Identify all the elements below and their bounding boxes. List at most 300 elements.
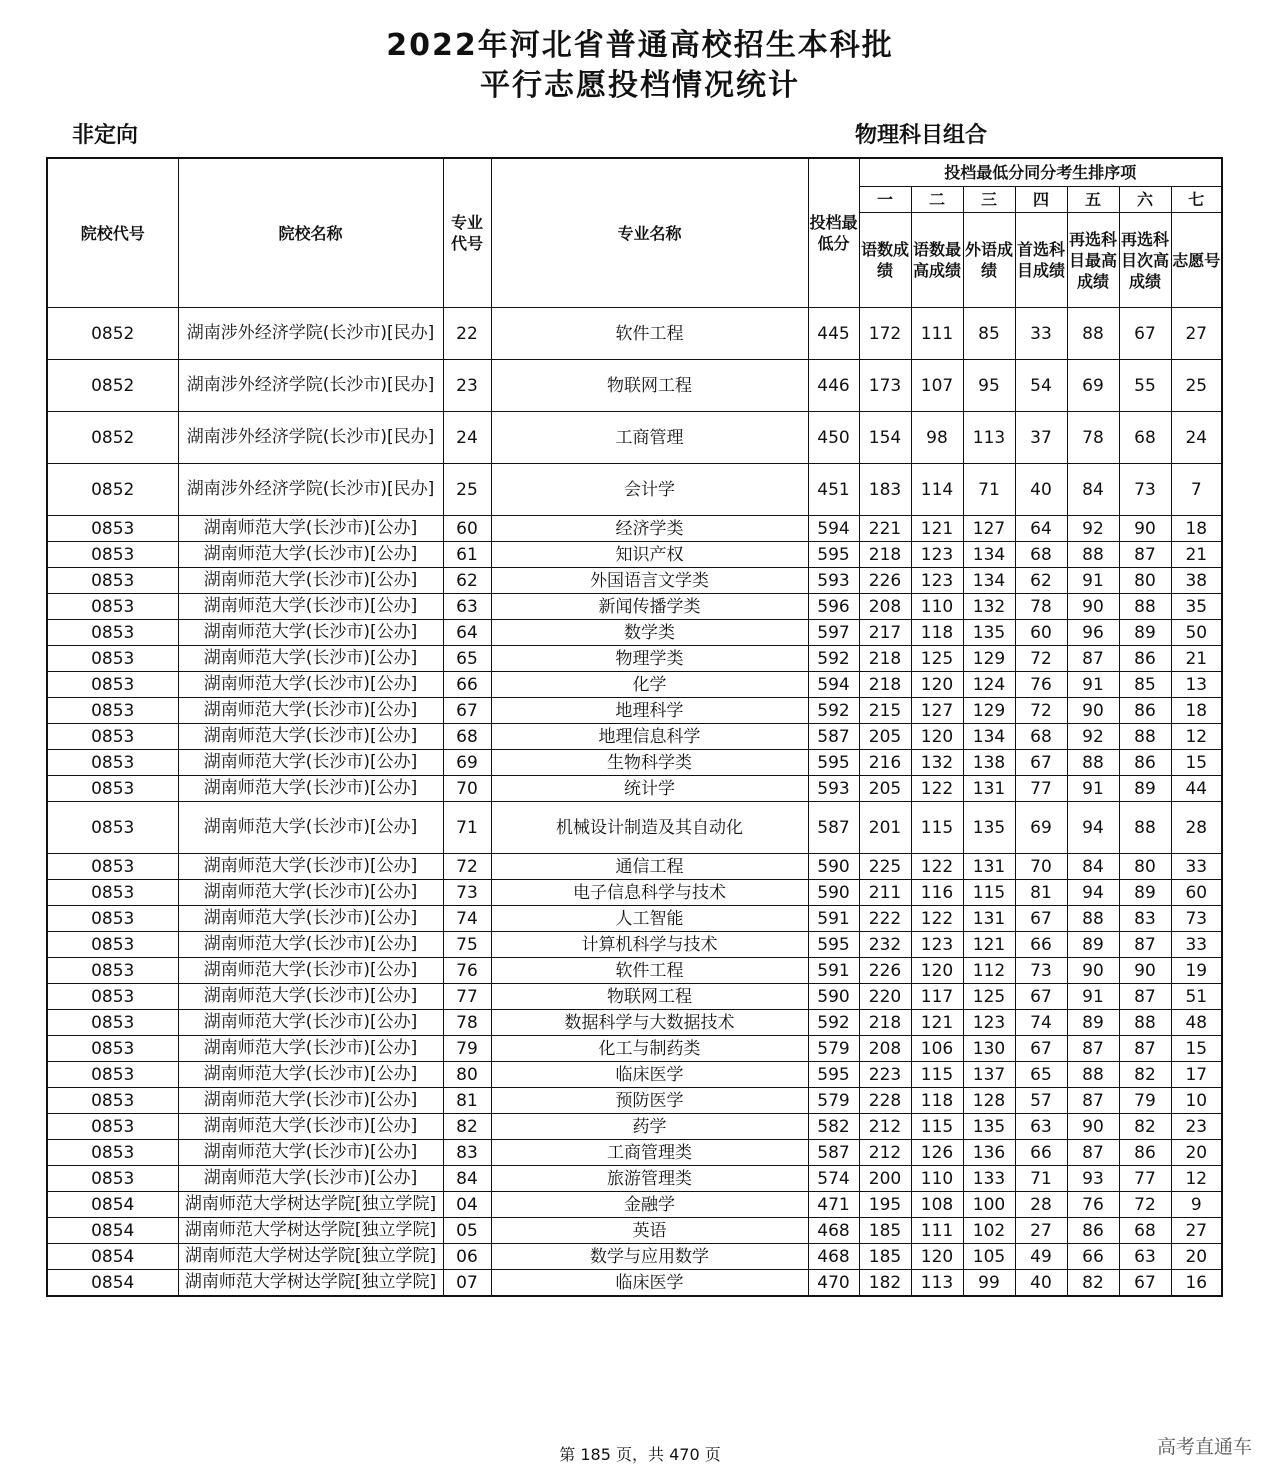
table-row [47, 620, 1222, 646]
rank6-cell: 82 [1119, 1062, 1171, 1088]
major-name-cell: 物联网工程 [491, 360, 808, 412]
header-rank-item: 外语成绩 [963, 213, 1015, 308]
major-name-cell: 外国语言文学类 [491, 568, 808, 594]
rank7-cell: 12 [1171, 724, 1222, 750]
header-rank-number: 五 [1067, 187, 1119, 213]
rank3-cell: 99 [963, 1270, 1015, 1297]
school-code-cell: 0853 [47, 1010, 178, 1036]
rank5-cell: 89 [1067, 1010, 1119, 1036]
rank5-cell: 91 [1067, 984, 1119, 1010]
table-row [47, 1062, 1222, 1088]
school-code-cell: 0853 [47, 1062, 178, 1088]
major-name-cell: 预防医学 [491, 1088, 808, 1114]
table-row [47, 1244, 1222, 1270]
major-code-cell: 60 [443, 516, 491, 542]
school-code-cell: 0853 [47, 516, 178, 542]
major-code-cell: 61 [443, 542, 491, 568]
school-code-cell: 0853 [47, 620, 178, 646]
major-code-cell: 80 [443, 1062, 491, 1088]
school-code-cell: 0854 [47, 1218, 178, 1244]
rank7-cell: 44 [1171, 776, 1222, 802]
table-row [47, 1192, 1222, 1218]
rank3-cell: 138 [963, 750, 1015, 776]
major-name-cell: 旅游管理类 [491, 1166, 808, 1192]
school-name-cell: 湖南师范大学树达学院[独立学院] [178, 1270, 443, 1297]
rank1-cell: 226 [859, 958, 911, 984]
table-row [47, 854, 1222, 880]
rank3-cell: 136 [963, 1140, 1015, 1166]
table-row [47, 1140, 1222, 1166]
admission-table [46, 157, 1223, 1297]
rank3-cell: 95 [963, 360, 1015, 412]
header-rank-number: 二 [911, 187, 963, 213]
table-row [47, 776, 1222, 802]
rank5-cell: 88 [1067, 308, 1119, 360]
min-score-cell: 594 [808, 672, 859, 698]
major-name-cell: 物联网工程 [491, 984, 808, 1010]
rank3-cell: 100 [963, 1192, 1015, 1218]
rank2-cell: 123 [911, 568, 963, 594]
school-code-cell: 0853 [47, 958, 178, 984]
rank7-cell: 50 [1171, 620, 1222, 646]
school-name-cell: 湖南师范大学(长沙市)[公办] [178, 542, 443, 568]
rank2-cell: 110 [911, 1166, 963, 1192]
min-score-cell: 587 [808, 1140, 859, 1166]
rank4-cell: 40 [1015, 1270, 1067, 1297]
rank4-cell: 74 [1015, 1010, 1067, 1036]
rank6-cell: 80 [1119, 568, 1171, 594]
rank7-cell: 23 [1171, 1114, 1222, 1140]
header-rank-number: 三 [963, 187, 1015, 213]
rank7-cell: 28 [1171, 802, 1222, 854]
school-name-cell: 湖南师范大学(长沙市)[公办] [178, 1010, 443, 1036]
school-code-cell: 0853 [47, 646, 178, 672]
rank5-cell: 90 [1067, 698, 1119, 724]
rank4-cell: 68 [1015, 542, 1067, 568]
rank6-cell: 86 [1119, 646, 1171, 672]
rank6-cell: 90 [1119, 958, 1171, 984]
school-name-cell: 湖南师范大学(长沙市)[公办] [178, 1166, 443, 1192]
min-score-cell: 590 [808, 880, 859, 906]
rank6-cell: 89 [1119, 620, 1171, 646]
school-name-cell: 湖南涉外经济学院(长沙市)[民办] [178, 412, 443, 464]
header-rank-item: 志愿号 [1171, 213, 1222, 308]
min-score-cell: 591 [808, 906, 859, 932]
rank6-cell: 79 [1119, 1088, 1171, 1114]
school-code-cell: 0853 [47, 880, 178, 906]
rank3-cell: 135 [963, 620, 1015, 646]
rank1-cell: 211 [859, 880, 911, 906]
rank2-cell: 122 [911, 854, 963, 880]
min-score-cell: 595 [808, 750, 859, 776]
rank6-cell: 85 [1119, 672, 1171, 698]
major-name-cell: 计算机科学与技术 [491, 932, 808, 958]
rank1-cell: 212 [859, 1140, 911, 1166]
rank1-cell: 220 [859, 984, 911, 1010]
school-code-cell: 0853 [47, 1166, 178, 1192]
rank5-cell: 84 [1067, 464, 1119, 516]
rank4-cell: 62 [1015, 568, 1067, 594]
rank4-cell: 27 [1015, 1218, 1067, 1244]
rank6-cell: 72 [1119, 1192, 1171, 1218]
major-code-cell: 72 [443, 854, 491, 880]
rank3-cell: 135 [963, 802, 1015, 854]
school-code-cell: 0853 [47, 1140, 178, 1166]
min-score-cell: 446 [808, 360, 859, 412]
rank1-cell: 228 [859, 1088, 911, 1114]
table-row [47, 1166, 1222, 1192]
school-name-cell: 湖南师范大学(长沙市)[公办] [178, 776, 443, 802]
rank4-cell: 60 [1015, 620, 1067, 646]
rank5-cell: 82 [1067, 1270, 1119, 1297]
rank2-cell: 120 [911, 724, 963, 750]
rank3-cell: 131 [963, 854, 1015, 880]
school-code-cell: 0854 [47, 1192, 178, 1218]
min-score-cell: 574 [808, 1166, 859, 1192]
rank1-cell: 182 [859, 1270, 911, 1297]
rank3-cell: 71 [963, 464, 1015, 516]
table-row [47, 542, 1222, 568]
rank5-cell: 88 [1067, 542, 1119, 568]
rank5-cell: 96 [1067, 620, 1119, 646]
school-name-cell: 湖南师范大学树达学院[独立学院] [178, 1218, 443, 1244]
major-name-cell: 统计学 [491, 776, 808, 802]
school-code-cell: 0852 [47, 464, 178, 516]
rank6-cell: 89 [1119, 880, 1171, 906]
rank7-cell: 27 [1171, 1218, 1222, 1244]
rank6-cell: 82 [1119, 1114, 1171, 1140]
major-name-cell: 药学 [491, 1114, 808, 1140]
header-rank-item: 首选科目成绩 [1015, 213, 1067, 308]
subtitle-left: 非定向 [72, 123, 139, 148]
header-rank-item: 语数最高成绩 [911, 213, 963, 308]
major-name-cell: 地理信息科学 [491, 724, 808, 750]
rank2-cell: 120 [911, 672, 963, 698]
rank6-cell: 68 [1119, 412, 1171, 464]
rank5-cell: 87 [1067, 1036, 1119, 1062]
school-code-cell: 0853 [47, 568, 178, 594]
major-code-cell: 74 [443, 906, 491, 932]
header-ranking-group: 投档最低分同分考生排序项 [859, 158, 1222, 187]
rank2-cell: 123 [911, 542, 963, 568]
rank2-cell: 127 [911, 698, 963, 724]
header-rank-item: 再选科目次高成绩 [1119, 213, 1171, 308]
rank3-cell: 128 [963, 1088, 1015, 1114]
min-score-cell: 450 [808, 412, 859, 464]
table-row [47, 308, 1222, 360]
school-code-cell: 0853 [47, 984, 178, 1010]
rank1-cell: 223 [859, 1062, 911, 1088]
rank7-cell: 38 [1171, 568, 1222, 594]
rank7-cell: 35 [1171, 594, 1222, 620]
rank4-cell: 81 [1015, 880, 1067, 906]
rank3-cell: 113 [963, 412, 1015, 464]
rank5-cell: 88 [1067, 1062, 1119, 1088]
table-row [47, 1114, 1222, 1140]
major-code-cell: 71 [443, 802, 491, 854]
table-row [47, 1218, 1222, 1244]
rank6-cell: 86 [1119, 1140, 1171, 1166]
major-code-cell: 22 [443, 308, 491, 360]
major-code-cell: 82 [443, 1114, 491, 1140]
table-row [47, 568, 1222, 594]
rank1-cell: 215 [859, 698, 911, 724]
major-name-cell: 数学与应用数学 [491, 1244, 808, 1270]
rank2-cell: 108 [911, 1192, 963, 1218]
school-name-cell: 湖南师范大学(长沙市)[公办] [178, 568, 443, 594]
rank1-cell: 205 [859, 724, 911, 750]
header-rank-item: 再选科目最高成绩 [1067, 213, 1119, 308]
major-code-cell: 79 [443, 1036, 491, 1062]
rank7-cell: 20 [1171, 1140, 1222, 1166]
header-rank-number: 七 [1171, 187, 1222, 213]
school-name-cell: 湖南师范大学(长沙市)[公办] [178, 984, 443, 1010]
min-score-cell: 471 [808, 1192, 859, 1218]
rank1-cell: 232 [859, 932, 911, 958]
rank7-cell: 60 [1171, 880, 1222, 906]
table-row [47, 1036, 1222, 1062]
rank6-cell: 83 [1119, 906, 1171, 932]
rank4-cell: 76 [1015, 672, 1067, 698]
rank3-cell: 125 [963, 984, 1015, 1010]
school-code-cell: 0852 [47, 412, 178, 464]
rank4-cell: 66 [1015, 932, 1067, 958]
rank1-cell: 226 [859, 568, 911, 594]
rank4-cell: 67 [1015, 906, 1067, 932]
rank7-cell: 18 [1171, 698, 1222, 724]
school-name-cell: 湖南涉外经济学院(长沙市)[民办] [178, 308, 443, 360]
major-code-cell: 07 [443, 1270, 491, 1297]
table-row [47, 360, 1222, 412]
table-row [47, 412, 1222, 464]
school-name-cell: 湖南师范大学(长沙市)[公办] [178, 672, 443, 698]
rank1-cell: 185 [859, 1218, 911, 1244]
table-row [47, 646, 1222, 672]
rank6-cell: 80 [1119, 854, 1171, 880]
school-name-cell: 湖南师范大学(长沙市)[公办] [178, 698, 443, 724]
rank3-cell: 134 [963, 542, 1015, 568]
rank2-cell: 121 [911, 1010, 963, 1036]
rank7-cell: 16 [1171, 1270, 1222, 1297]
school-code-cell: 0853 [47, 776, 178, 802]
major-code-cell: 76 [443, 958, 491, 984]
rank3-cell: 115 [963, 880, 1015, 906]
school-code-cell: 0853 [47, 1088, 178, 1114]
rank1-cell: 154 [859, 412, 911, 464]
rank5-cell: 87 [1067, 1140, 1119, 1166]
rank1-cell: 218 [859, 1010, 911, 1036]
rank6-cell: 73 [1119, 464, 1171, 516]
min-score-cell: 592 [808, 646, 859, 672]
rank2-cell: 125 [911, 646, 963, 672]
rank2-cell: 117 [911, 984, 963, 1010]
rank1-cell: 216 [859, 750, 911, 776]
table-row [47, 932, 1222, 958]
rank5-cell: 87 [1067, 1088, 1119, 1114]
school-name-cell: 湖南师范大学树达学院[独立学院] [178, 1244, 443, 1270]
rank2-cell: 113 [911, 1270, 963, 1297]
rank7-cell: 15 [1171, 750, 1222, 776]
rank4-cell: 65 [1015, 1062, 1067, 1088]
school-name-cell: 湖南师范大学(长沙市)[公办] [178, 932, 443, 958]
school-code-cell: 0853 [47, 698, 178, 724]
major-name-cell: 临床医学 [491, 1270, 808, 1297]
school-name-cell: 湖南师范大学(长沙市)[公办] [178, 880, 443, 906]
major-name-cell: 数学类 [491, 620, 808, 646]
header-major-code: 专业代号 [443, 158, 491, 308]
rank4-cell: 40 [1015, 464, 1067, 516]
rank7-cell: 48 [1171, 1010, 1222, 1036]
school-code-cell: 0853 [47, 802, 178, 854]
min-score-cell: 595 [808, 1062, 859, 1088]
rank5-cell: 90 [1067, 1114, 1119, 1140]
min-score-cell: 445 [808, 308, 859, 360]
table-row [47, 906, 1222, 932]
rank7-cell: 21 [1171, 646, 1222, 672]
school-name-cell: 湖南师范大学(长沙市)[公办] [178, 906, 443, 932]
school-code-cell: 0853 [47, 1114, 178, 1140]
major-name-cell: 电子信息科学与技术 [491, 880, 808, 906]
rank7-cell: 12 [1171, 1166, 1222, 1192]
school-name-cell: 湖南涉外经济学院(长沙市)[民办] [178, 360, 443, 412]
rank2-cell: 132 [911, 750, 963, 776]
major-code-cell: 06 [443, 1244, 491, 1270]
major-name-cell: 新闻传播学类 [491, 594, 808, 620]
rank6-cell: 87 [1119, 932, 1171, 958]
major-name-cell: 工商管理 [491, 412, 808, 464]
rank4-cell: 28 [1015, 1192, 1067, 1218]
rank1-cell: 218 [859, 646, 911, 672]
min-score-cell: 587 [808, 802, 859, 854]
rank6-cell: 86 [1119, 698, 1171, 724]
major-code-cell: 66 [443, 672, 491, 698]
major-name-cell: 金融学 [491, 1192, 808, 1218]
major-code-cell: 23 [443, 360, 491, 412]
rank3-cell: 121 [963, 932, 1015, 958]
rank1-cell: 208 [859, 1036, 911, 1062]
rank6-cell: 88 [1119, 724, 1171, 750]
header-rank-item: 语数成绩 [859, 213, 911, 308]
min-score-cell: 451 [808, 464, 859, 516]
rank6-cell: 67 [1119, 1270, 1171, 1297]
min-score-cell: 594 [808, 516, 859, 542]
major-name-cell: 物理学类 [491, 646, 808, 672]
rank5-cell: 92 [1067, 724, 1119, 750]
rank5-cell: 89 [1067, 932, 1119, 958]
school-code-cell: 0854 [47, 1244, 178, 1270]
rank4-cell: 71 [1015, 1166, 1067, 1192]
rank2-cell: 114 [911, 464, 963, 516]
min-score-cell: 590 [808, 854, 859, 880]
rank2-cell: 118 [911, 620, 963, 646]
rank5-cell: 94 [1067, 880, 1119, 906]
school-code-cell: 0853 [47, 854, 178, 880]
major-code-cell: 25 [443, 464, 491, 516]
school-code-cell: 0853 [47, 1036, 178, 1062]
rank4-cell: 69 [1015, 802, 1067, 854]
major-name-cell: 英语 [491, 1218, 808, 1244]
rank2-cell: 120 [911, 958, 963, 984]
rank6-cell: 63 [1119, 1244, 1171, 1270]
major-name-cell: 化工与制药类 [491, 1036, 808, 1062]
major-code-cell: 63 [443, 594, 491, 620]
rank3-cell: 127 [963, 516, 1015, 542]
rank5-cell: 84 [1067, 854, 1119, 880]
school-name-cell: 湖南师范大学(长沙市)[公办] [178, 594, 443, 620]
rank6-cell: 88 [1119, 594, 1171, 620]
rank1-cell: 200 [859, 1166, 911, 1192]
major-name-cell: 工商管理类 [491, 1140, 808, 1166]
header-rank-number: 六 [1119, 187, 1171, 213]
rank7-cell: 33 [1171, 854, 1222, 880]
rank2-cell: 123 [911, 932, 963, 958]
rank4-cell: 77 [1015, 776, 1067, 802]
school-code-cell: 0854 [47, 1270, 178, 1297]
major-name-cell: 化学 [491, 672, 808, 698]
rank1-cell: 173 [859, 360, 911, 412]
rank5-cell: 87 [1067, 646, 1119, 672]
school-name-cell: 湖南涉外经济学院(长沙市)[民办] [178, 464, 443, 516]
rank5-cell: 88 [1067, 906, 1119, 932]
rank5-cell: 90 [1067, 958, 1119, 984]
rank5-cell: 66 [1067, 1244, 1119, 1270]
major-name-cell: 人工智能 [491, 906, 808, 932]
major-code-cell: 75 [443, 932, 491, 958]
major-name-cell: 知识产权 [491, 542, 808, 568]
major-code-cell: 83 [443, 1140, 491, 1166]
header-school-name: 院校名称 [178, 158, 443, 308]
rank1-cell: 185 [859, 1244, 911, 1270]
major-code-cell: 05 [443, 1218, 491, 1244]
table-body [47, 308, 1222, 1297]
rank3-cell: 130 [963, 1036, 1015, 1062]
rank6-cell: 88 [1119, 1010, 1171, 1036]
rank2-cell: 120 [911, 1244, 963, 1270]
rank4-cell: 64 [1015, 516, 1067, 542]
major-name-cell: 生物科学类 [491, 750, 808, 776]
page-title-line2: 平行志愿投档情况统计 [480, 68, 800, 103]
rank6-cell: 90 [1119, 516, 1171, 542]
major-code-cell: 65 [443, 646, 491, 672]
rank5-cell: 86 [1067, 1218, 1119, 1244]
rank6-cell: 55 [1119, 360, 1171, 412]
school-code-cell: 0853 [47, 750, 178, 776]
rank3-cell: 123 [963, 1010, 1015, 1036]
major-code-cell: 64 [443, 620, 491, 646]
rank1-cell: 217 [859, 620, 911, 646]
rank3-cell: 85 [963, 308, 1015, 360]
rank5-cell: 90 [1067, 594, 1119, 620]
rank7-cell: 21 [1171, 542, 1222, 568]
school-name-cell: 湖南师范大学(长沙市)[公办] [178, 750, 443, 776]
rank7-cell: 27 [1171, 308, 1222, 360]
rank6-cell: 87 [1119, 1036, 1171, 1062]
major-code-cell: 78 [443, 1010, 491, 1036]
rank3-cell: 112 [963, 958, 1015, 984]
table-row [47, 672, 1222, 698]
major-name-cell: 会计学 [491, 464, 808, 516]
min-score-cell: 470 [808, 1270, 859, 1297]
major-name-cell: 软件工程 [491, 958, 808, 984]
school-name-cell: 湖南师范大学树达学院[独立学院] [178, 1192, 443, 1218]
rank6-cell: 87 [1119, 542, 1171, 568]
rank3-cell: 129 [963, 698, 1015, 724]
rank2-cell: 121 [911, 516, 963, 542]
school-code-cell: 0853 [47, 932, 178, 958]
rank4-cell: 66 [1015, 1140, 1067, 1166]
table-row [47, 880, 1222, 906]
min-score-cell: 468 [808, 1244, 859, 1270]
